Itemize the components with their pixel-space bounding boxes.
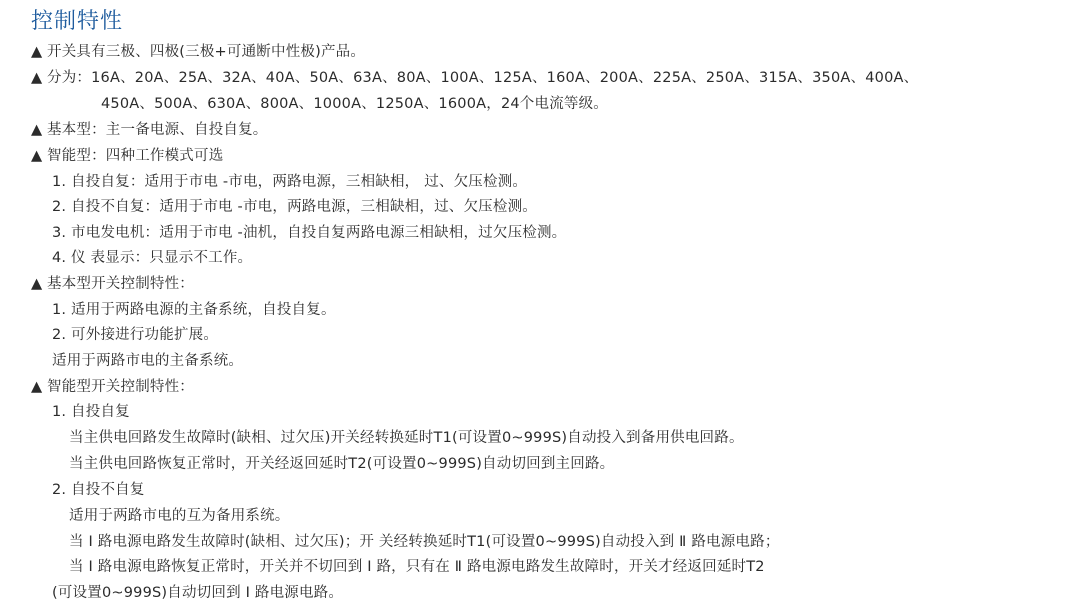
ratings-continuation: 450A、500A、630A、800A、1000A、1250A、1600A，24个电流等级。: [101, 96, 608, 112]
triangle-bullet-icon: ▲: [31, 44, 43, 60]
bullet-line-ratings: [31, 68, 918, 88]
triangle-bullet-icon: ▲: [31, 70, 43, 86]
line-text: 智能型开关控制特性：: [47, 379, 194, 395]
mode-item-2: 2. 自投不自复：适用于市电 -市电，两路电源，三相缺相，过、欠压检测。: [52, 199, 537, 215]
triangle-bullet-icon: ▲: [31, 148, 43, 164]
mode-item-3: 3. 市电发电机：适用于市电 -油机，自投自复两路电源三相缺相，过欠压检测。: [52, 225, 567, 241]
page-title: 控制特性: [31, 9, 124, 34]
mode-item-1: 1. 自投自复：适用于市电 -市电，两路电源，三相缺相， 过、欠压检测。: [52, 174, 528, 190]
bullet-line-poles: [31, 42, 365, 62]
bullet-line-basic-control: [31, 274, 194, 294]
smart-item-2-text-d: (可设置0~999S)自动切回到 Ⅰ 路电源电路。: [52, 585, 344, 601]
mode-item-4: 4. 仪 表显示：只显示不工作。: [52, 250, 253, 266]
smart-item-2-heading: 2. 自投不自复: [52, 482, 145, 498]
smart-item-1-text-a: 当主供电回路发生故障时(缺相、过欠压)开关经转换延时T1(可设置0~999S)自动投入到备用供电回路。: [69, 430, 744, 446]
line-text: 智能型：四种工作模式可选: [47, 148, 224, 164]
line-text: 开关具有三极、四极(三极+可通断中性极)产品。: [47, 44, 366, 60]
smart-item-2-text-b: 当 Ⅰ 路电源电路发生故障时(缺相、过欠压)；开 关经转换延时T1(可设置0~999S)自动投入到 Ⅱ 路电源电路；: [69, 534, 780, 550]
bullet-line-basic-type: [31, 120, 268, 140]
basic-note: 适用于两路市电的主备系统。: [52, 353, 244, 369]
triangle-bullet-icon: ▲: [31, 276, 43, 292]
line-text: 基本型开关控制特性：: [47, 276, 194, 292]
smart-item-2-text-a: 适用于两路市电的互为备用系统。: [69, 508, 290, 524]
smart-item-1-heading: 1. 自投自复: [52, 404, 130, 420]
smart-item-1-text-b: 当主供电回路恢复正常时，开关经返回延时T2(可设置0~999S)自动切回到主回路。: [69, 456, 615, 472]
line-text: 分为：16A、20A、25A、32A、40A、50A、63A、80A、100A、125A、160A、200A、225A、250A、315A、350A、400A、: [47, 70, 919, 86]
bullet-line-smart-control: [31, 377, 194, 397]
triangle-bullet-icon: ▲: [31, 379, 43, 395]
smart-item-2-text-c: 当 Ⅰ 路电源电路恢复正常时，开关并不切回到 Ⅰ 路，只有在 Ⅱ 路电源电路发生故障时，开关才经返回延时T2: [69, 559, 765, 575]
bullet-line-smart-type: [31, 146, 223, 166]
basic-item-2: 2. 可外接进行功能扩展。: [52, 327, 219, 343]
basic-item-1: 1. 适用于两路电源的主备系统，自投自复。: [52, 302, 336, 318]
line-text: 基本型：主一备电源、自投自复。: [47, 122, 268, 138]
triangle-bullet-icon: ▲: [31, 122, 43, 138]
